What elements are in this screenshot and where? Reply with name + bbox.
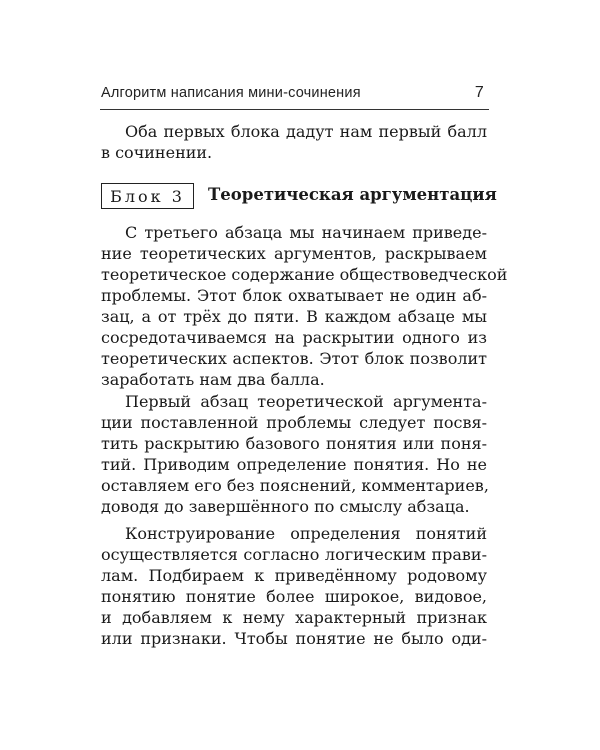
text-line: лам. Подбираем к приведённому родовому bbox=[101, 566, 487, 585]
text-line: Оба первых блока дадут нам первый балл bbox=[125, 122, 487, 141]
text-line: и добавляем к нему характерный признак bbox=[101, 608, 487, 627]
paragraph-2 bbox=[101, 391, 487, 517]
page-number: 7 bbox=[474, 84, 484, 101]
text-line: тий. Приводим определение понятия. Но не bbox=[101, 455, 487, 474]
text-line: проблемы. Этот блок охватывает не один аб- bbox=[101, 286, 487, 305]
block-title: Теоретическая аргументация bbox=[208, 185, 497, 204]
text-line: С третьего абзаца мы начинаем приведе- bbox=[125, 223, 487, 242]
header-rule bbox=[100, 109, 489, 110]
text-line: в сочинении. bbox=[101, 143, 213, 162]
text-line: зац, а от трёх до пяти. В каждом абзаце мы bbox=[101, 307, 487, 326]
text-line: или признаки. Чтобы понятие не было оди- bbox=[101, 629, 487, 648]
text-line: сосредотачиваемся на раскрытии одного из bbox=[101, 328, 487, 347]
text-line: Первый абзац теоретической аргумента- bbox=[125, 392, 487, 411]
text-line: Конструирование определения понятий bbox=[125, 524, 487, 543]
intro-paragraph bbox=[101, 121, 487, 163]
running-title: Алгоритм написания мини-сочинения bbox=[101, 85, 361, 101]
text-line: ции поставленной проблемы следует посвя- bbox=[101, 413, 487, 432]
text-line: теоретических аспектов. Этот блок позволит bbox=[101, 349, 487, 368]
text-line: понятию понятие более широкое, видовое, bbox=[101, 587, 487, 606]
text-line: тить раскрытию базового понятия или поня- bbox=[101, 434, 487, 453]
text-line: заработать нам два балла. bbox=[101, 370, 325, 389]
paragraph-1 bbox=[101, 222, 508, 390]
running-header bbox=[101, 84, 488, 106]
block-label-box: Блок 3 bbox=[101, 183, 194, 209]
paragraph-3 bbox=[101, 523, 487, 649]
text-line: ние теоретических аргументов, раскрываем bbox=[101, 244, 487, 263]
text-line: оставляем его без пояснений, комментариев, bbox=[101, 476, 489, 495]
text-line: теоретическое содержание обществоведческой bbox=[101, 265, 508, 284]
text-line: доводя до завершённого по смыслу абзаца. bbox=[101, 497, 470, 516]
text-line: осуществляется согласно логическим прави- bbox=[101, 545, 487, 564]
